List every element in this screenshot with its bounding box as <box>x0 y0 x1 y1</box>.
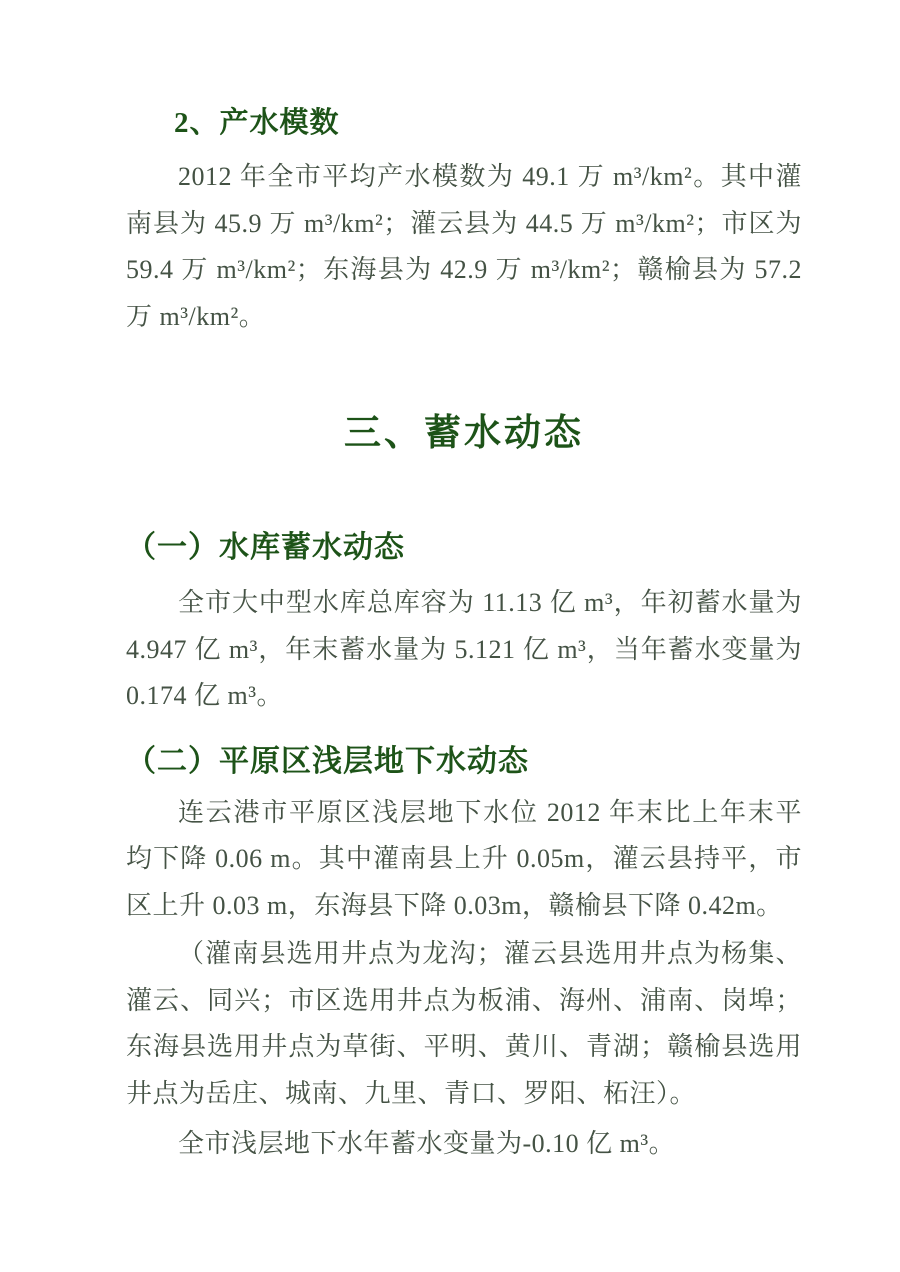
paragraph-groundwater-storage-change: 全市浅层地下水年蓄水变量为-0.10 亿 m³。 <box>178 1129 676 1158</box>
heading-reservoir-storage: （一）水库蓄水动态 <box>126 531 405 564</box>
paragraph-reservoir-storage: 全市大中型水库总库容为 11.13 亿 m³，年初蓄水量为 4.947 亿 m³，年末蓄水量为 5.121 亿 m³，当年蓄水变量为 0.174 亿 m³。 <box>126 588 802 710</box>
page-content <box>126 104 802 1168</box>
heading-water-yield-modulus: 2、产水模数 <box>174 107 340 139</box>
paragraph-groundwater-level-change: 连云港市平原区浅层地下水位 2012 年末比上年末平均下降 0.06 m。其中灌南县上升 0.05m，灌云县持平，市区上升 0.03 m，东海县下降 0.03m，赣榆县下降 0.42m。 <box>126 797 802 920</box>
chapter-title-storage-dynamics: 三、蓄水动态 <box>344 413 584 454</box>
paragraph-groundwater-well-points: （灌南县选用井点为龙沟；灌云县选用井点为杨集、灌云、同兴；市区选用井点为板浦、海州、浦南、岗埠；东海县选用井点为草街、平明、黄川、青湖；赣榆县选用井点为岳庄、城南、九里、青口、罗阳、柘汪）。 <box>126 939 802 1108</box>
heading-plain-shallow-groundwater: （二）平原区浅层地下水动态 <box>126 744 529 778</box>
paragraph-water-yield-modulus: 2012 年全市平均产水模数为 49.1 万 m³/km²。其中灌南县为 45.9 万 m³/km²；灌云县为 44.5 万 m³/km²；市区为 59.4 万 m³/km²；东海县为 42.9 万 m³/km²；赣榆县为 57.2 万 m³/km²。 <box>126 162 802 331</box>
